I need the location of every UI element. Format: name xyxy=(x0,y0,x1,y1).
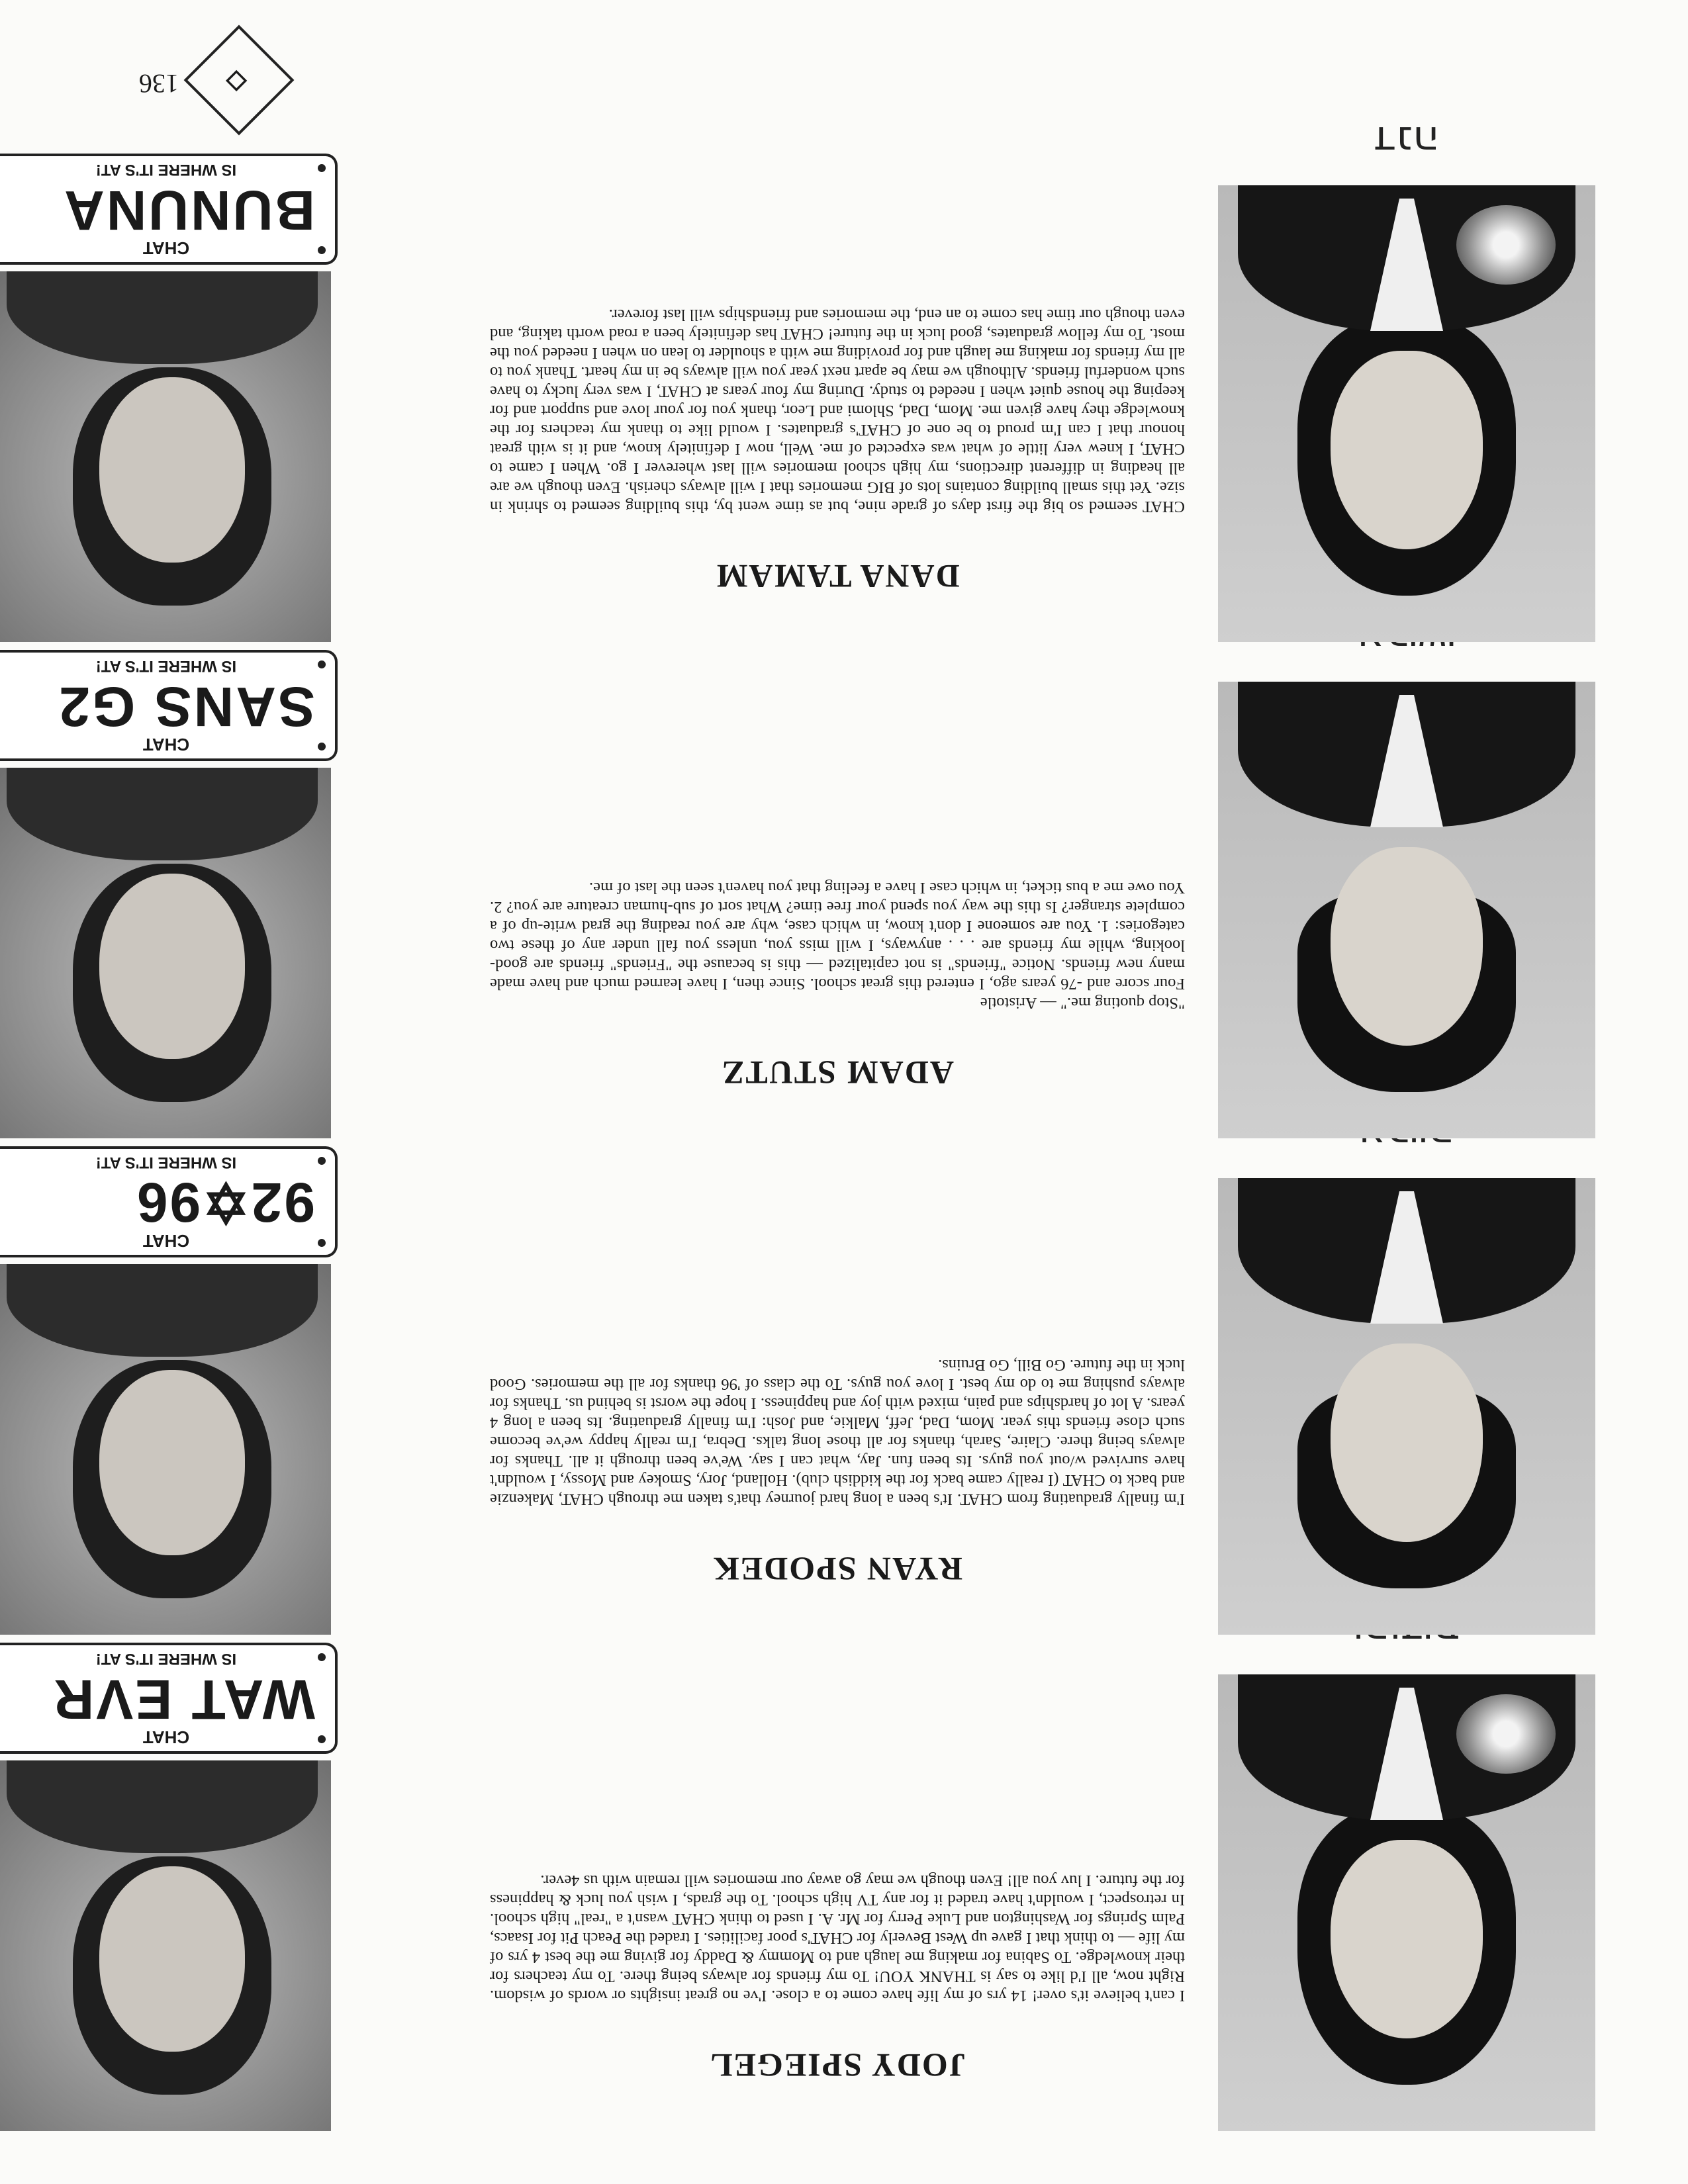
bio-text: I'm finally graduating from CHAT. It's been a long hard journey that's taken me through CHAT, Makenzie and back to CHAT (I really came back for the kiddish club). Holland, Jory, Smokey and Mossy, I wouldn't have survived w/out you guys. Its been fun. Jay, what can I say. We've been through it all. Thanks for always being there. Claire, Sarah, thanks for all those long talks. Debra, I'm really happy we've become such close friends this year. Mom, Dad, Jeff, Malkie, and Josh: I'm finally graduating. Its been a long 4 years. A lot of hardships and pain, mixed with joy and happiness. I hope the worst is behind us. Thanks for always pushing me to do my best. I love you guys. To the class of '96 thanks for all the memories. Good luck in the future. Go Bill, Go Bruins. xyxy=(490,1356,1185,1508)
plate-main: SANS G2 xyxy=(57,676,315,738)
candid-photo xyxy=(0,768,331,1138)
plate-bottom: IS WHERE IT'S AT! xyxy=(95,657,237,675)
grad-entry xyxy=(0,1628,1688,2158)
license-plate xyxy=(0,154,338,265)
candid-photo xyxy=(0,1760,331,2131)
hebrew-name: דנה xyxy=(1374,117,1440,165)
grad-entry xyxy=(0,657,1688,1165)
plate-top: CHAT xyxy=(142,1231,190,1251)
page-number: 136 xyxy=(139,69,179,99)
plate-main: BUNUNA xyxy=(62,179,315,242)
grad-entry xyxy=(0,117,1688,668)
plate-bottom: IS WHERE IT'S AT! xyxy=(95,1154,237,1171)
plate-bottom: IS WHERE IT'S AT! xyxy=(95,1650,237,1668)
grad-name: JODY SPIEGEL xyxy=(709,2047,966,2084)
plate-main: WAT EVR xyxy=(52,1668,315,1731)
grad-bio xyxy=(490,1355,1185,1509)
bio-quote: "Stop quoting me." — Aristotle xyxy=(980,994,1185,1012)
grad-bio xyxy=(490,305,1185,516)
plate-top: CHAT xyxy=(142,1727,190,1747)
grad-name: RYAN SPODEK xyxy=(712,1551,963,1588)
portrait-photo xyxy=(1218,185,1595,642)
portrait-photo xyxy=(1218,682,1595,1138)
grad-name: ADAM STUTZ xyxy=(721,1054,954,1091)
grad-bio xyxy=(490,878,1185,1013)
plate-bottom: IS WHERE IT'S AT! xyxy=(95,161,237,179)
candid-photo xyxy=(0,1264,331,1635)
grad-bio xyxy=(490,1871,1185,2005)
school-logo-icon: ◇ xyxy=(184,25,295,136)
grad-entry xyxy=(0,1154,1688,1661)
portrait-photo xyxy=(1218,1674,1595,2131)
candid-photo xyxy=(0,271,331,642)
portrait-photo xyxy=(1218,1178,1595,1635)
plate-top: CHAT xyxy=(142,735,190,754)
grad-name: DANA TAMAM xyxy=(715,558,960,595)
plate-top: CHAT xyxy=(142,238,190,258)
plate-main: 92✡96 xyxy=(134,1171,315,1234)
bio-text: CHAT seemed so big the first days of grade nine, but as time went by, this building seemed to shrink in size. Yet this small building contains lots of BIG memories that I will always cherish. Even though we are all heading in different directions, my high school memories will last wherever I go. When I came to CHAT, I knew very little of what was expected of me. Well, now I definitely know, and it is with great honour that I can I'm proud to be one of CHAT's graduates. I would like to thank my teachers for the knowledge they have given me. Mom, Dad, Shlomi and Leor, thank you for your love and support and for keeping the house quiet when I needed to study. During my four years at CHAT, I was very lucky to have such wonderful friends. Although we may be apart next year you will always be in my heart. Thank you to all my friends for making me laugh and for providing me with a shoulder to lean on when I needed you the most. To my fellow graduates, good luck in the future! CHAT has definitely been a road worth taking, and even though our time has come to an end, the memories and friendships will last forever. xyxy=(490,306,1185,516)
bio-text: Four score and -76 years ago, I entered this great school. Since then, I have learned much and have made many new friends. Notice "friends" is not capitalized — this is because the "Friends" friends are good-looking, while my friends are . . . anyways, I will miss you, unless you fall under any of these two categories: 1. You are someone I don't know, in which case, why are you reading the grad write-up of a complete stranger? Is this the way you spend your free time? What sort of sub-human creature are you? 2. You owe me a bus ticket, in which case I have a feeling that you haven't seen the last of me. xyxy=(490,879,1185,993)
bio-text: I can't believe it's over! 14 yrs of my life have come to a close. I've no great insights or words of wisdom. Right now, all I'd like to say is THANK YOU! To my friends for always being there. To my teachers for their knowledge. To Sabina for making me laugh and to Mommy & Daddy for giving me the best 4 yrs of my life — to think that I gave up West Beverly for CHAT's poor facilities. I traded the Peach Pit for Isaacs, Palm Springs for Washington and Luke Perry for Mr. A. I used to think CHAT wasn't a "real" high school. In retrospect, I wouldn't have traded it for any TV high school. To the grads, I wish you luck & happiness for the future. I luv you all! Even though we may go away our memories will remain with us 4ever. xyxy=(490,1872,1185,2005)
